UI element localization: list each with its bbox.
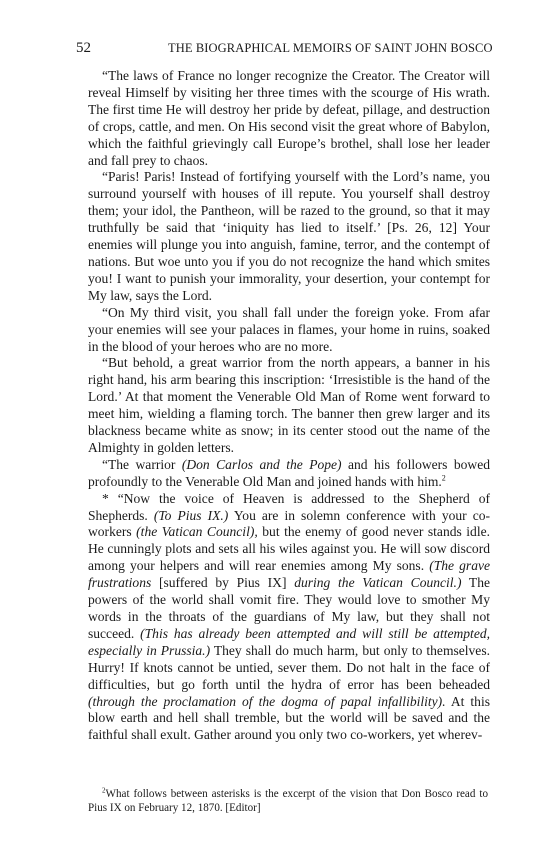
- italic-gloss: (This has already been attempted and will still be attempted, especially in Prussia.): [88, 625, 490, 658]
- footnote: [88, 787, 488, 815]
- text-run: and his followers bowed profoundly to the Venerable Old Man and joined hands with him.: [88, 456, 491, 489]
- paragraph: [88, 457, 490, 491]
- footnote-text: What follows between asterisks is the excerpt of the vision that Don Bosco read to Pius IX on February 12, 1870. [Editor]: [88, 788, 488, 814]
- page-number: 52: [76, 40, 91, 56]
- italic-gloss: (Don Carlos and the Pope): [181, 456, 342, 472]
- body-text: [88, 68, 490, 744]
- paragraph: “The laws of France no longer recognize the Creator. The Creator will reveal Himself by visiting her three times with the scourge of His wrath. The first time He will destroy her pride by defeat, pillage, and destruction of crops, cattle, and men. On His second visit the great whore of Babylon, which the faithful grievingly call Europe’s brothel, shall lose her leader and fall prey to chaos.: [88, 68, 490, 168]
- paragraph: “But behold, a great warrior from the north appears, a banner in his right hand, his arm bearing this inscription: ‘Irresistible is the hand of the Lord.’ At that moment the Venerable Old Man of Rome went forward to meet him, wielding a flaming torch. The banner then grew larger and its blackness became white as snow; in its center stood out the name of the Almighty in golden letters.: [88, 355, 490, 455]
- italic-gloss: during the Vatican Council.): [294, 575, 462, 591]
- footnote-reference: 2: [441, 473, 446, 483]
- paragraph: “Paris! Paris! Instead of fortifying yourself with the Lord’s name, you surround yourself with houses of ill repute. You yourself shall destroy them; your idol, the Pantheon, will be razed to the ground, so that it may truthfully be said that ‘iniquity has lied to itself.’ [Ps. 26, 12] Your enemies will plunge you into anguish, famine, terror, and the contempt of nations. But woe unto you if you do not recognize the hand which smites you! I want to punish your immorality, your desertion, your contempt for My law, says the Lord.: [88, 169, 490, 303]
- running-head-title: THE BIOGRAPHICAL MEMOIRS OF SAINT JOHN BOSCO: [168, 41, 493, 55]
- page-body: [76, 40, 493, 744]
- paragraph: “On My third visit, you shall fall under the foreign yoke. From afar your enemies will see your palaces in flames, your home in ruins, soaked in the blood of your heroes who are no more.: [88, 304, 490, 354]
- italic-gloss: (The grave frustrations: [88, 558, 490, 591]
- italic-gloss: (the Vatican Council),: [136, 524, 258, 540]
- italic-gloss: (through the proclamation of the dogma of papal infallibility).: [88, 693, 446, 709]
- text-run: At this blow earth and hell shall tremble, but the world will be saved and the faithful shall exult. Gather around you only two co-workers, yet wherev-: [88, 693, 490, 743]
- text-run: * “Now the voice of Heaven is addressed to the Shepherd of Shepherds.: [88, 490, 490, 523]
- footnote-marker: 2: [102, 786, 106, 795]
- italic-gloss: (To Pius IX.): [153, 507, 229, 523]
- text-run: They shall do much harm, but only to themselves. Hurry! If knots cannot be untied, sever them. Do not halt in the face of difficulties, but go forth until the hydra of error has been beheaded: [88, 642, 490, 692]
- paragraph: [88, 491, 490, 745]
- text-run: You are in solemn conference with your co-workers: [88, 507, 491, 540]
- text-run: “The warrior: [102, 456, 182, 472]
- text-run: but the enemy of good never stands idle. He cunningly plots and sets all his wiles against you. He will sow discord among your helpers and will rear enemies among My sons.: [88, 524, 490, 574]
- text-run: [suffered by Pius IX]: [151, 575, 295, 591]
- text-run: The powers of the world shall vomit fire. They would love to smother My words in the throats of the guardians of My law, but they shall not succeed.: [88, 575, 490, 641]
- running-head: [76, 40, 493, 58]
